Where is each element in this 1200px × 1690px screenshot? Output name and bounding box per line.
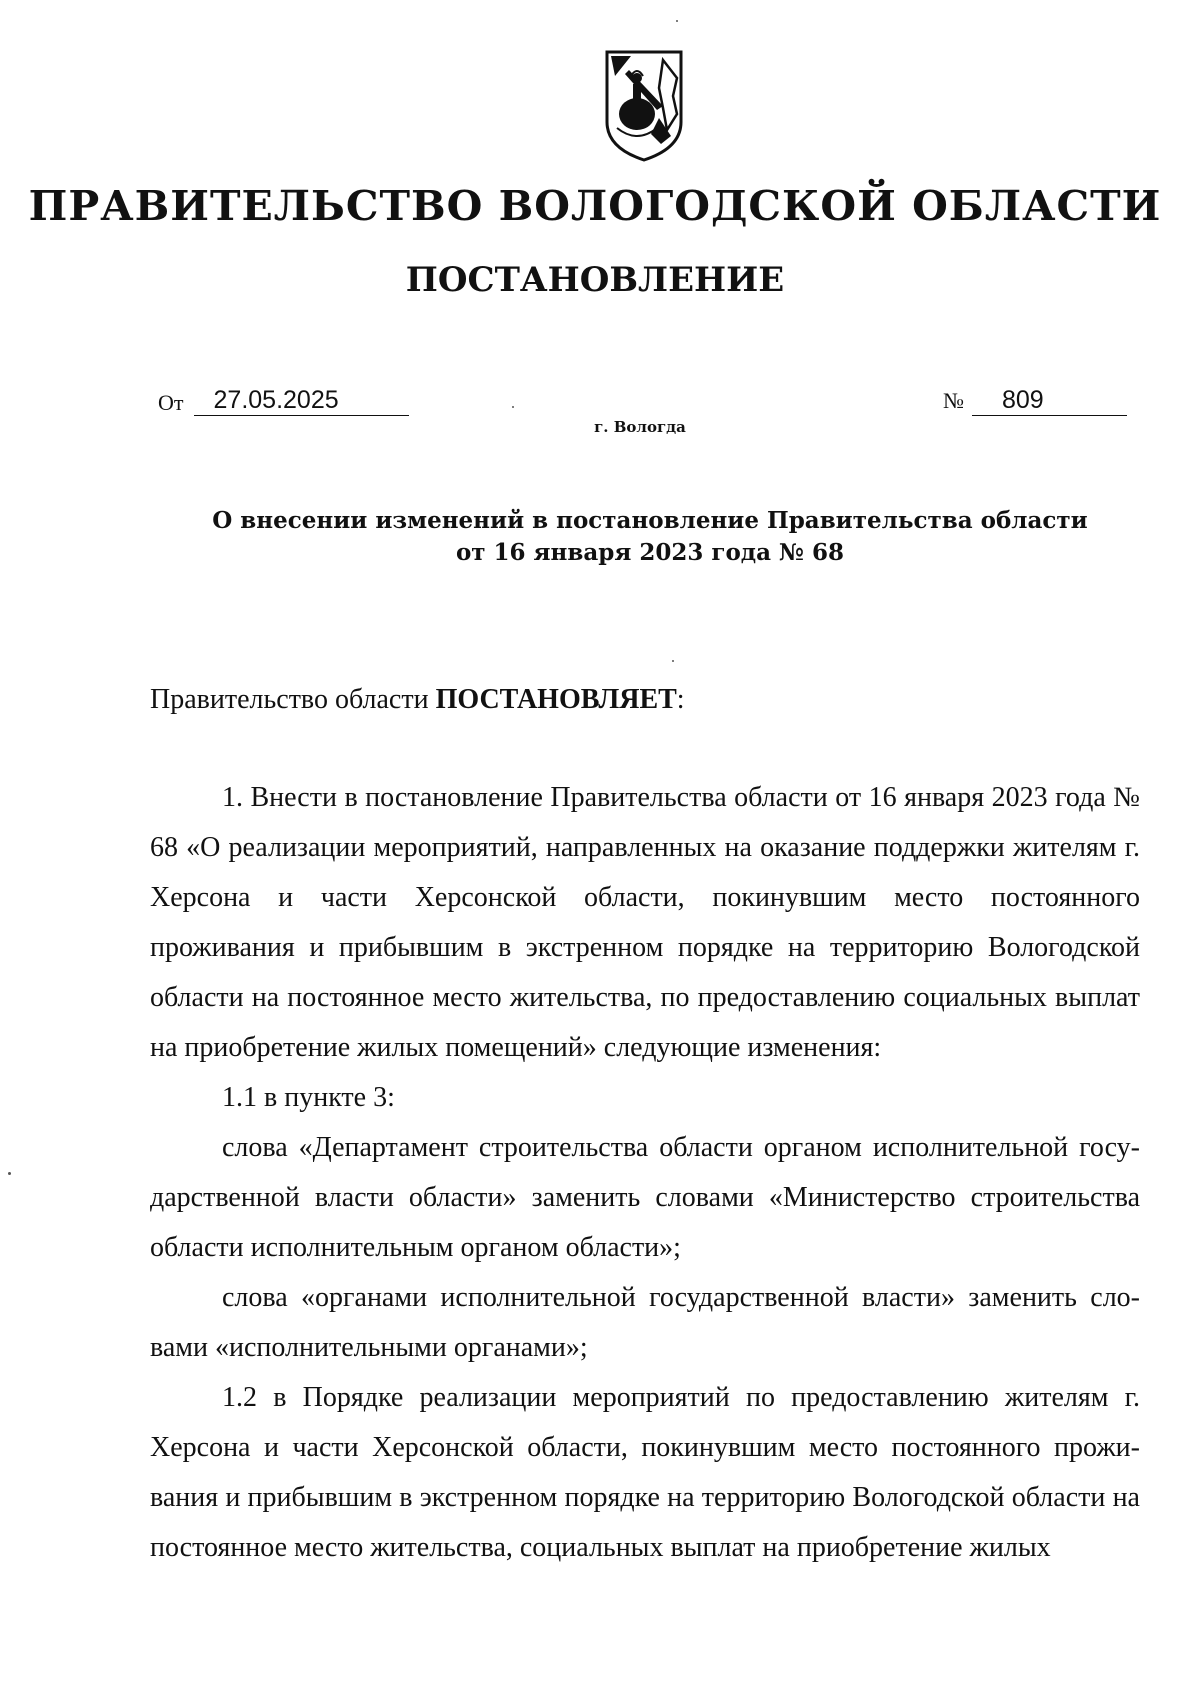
document-type-title: ПОСТАНОВЛЕНИЕ xyxy=(405,260,785,300)
date-prefix: От xyxy=(158,390,184,415)
paragraph-1-2: 1.2 в Порядке реализации мероприятий по предоставлению жителям г. Херсона и части Херсонской области, покинувшим место постоянного проживания и прибывшим в экстренном порядке на территорию Вологодской области на постоянное место жительства, социальных выплат на приобретение жилых xyxy=(150,1382,1140,1563)
decree-keyword: ПОСТАНОВЛЯЕТ xyxy=(435,684,677,715)
coat-of-arms-emblem xyxy=(603,48,685,164)
government-title: ПРАВИТЕЛЬСТВО ВОЛОГОДСКОЙ ОБЛАСТИ xyxy=(28,182,1162,230)
city-label: г. Вологда xyxy=(594,418,686,436)
paragraph-words-2: слова «органами исполнительной государственной власти» заменить словами «исполнительными органами»; xyxy=(150,1282,1140,1363)
subject-line-2: от 16 января 2023 года № 68 xyxy=(455,539,845,566)
decree-intro: Правительство области xyxy=(150,684,436,715)
paragraph-words-1: слова «Департамент строительства области органом исполнительной государственной власти области» заменить словами «Министерство строительства области исполнительным органом области»; xyxy=(150,1132,1140,1263)
subject-line-1: О внесении изменений в постановление Правительства области xyxy=(212,507,1088,534)
number-prefix: № xyxy=(943,388,964,413)
decree-colon: : xyxy=(676,684,685,715)
document-subject xyxy=(150,505,1150,569)
paragraph-1: 1. Внести в постановление Правительства области от 16 января 2023 года № 68 «О реализации мероприятий, направленных на оказание поддержки жителям г. Херсона и части Херсонской области, покинувшим место постоянного проживания и прибывшим в экстренном порядке на территорию Вологодской области на постоянное место жительства, по предоставлению социальных выплат на приобретение жилых помещений» следующие изменения: xyxy=(150,782,1140,1063)
decree-statement xyxy=(150,680,685,720)
number-value: 809 xyxy=(972,385,1127,416)
number-field xyxy=(943,385,1127,416)
date-value: 27.05.2025 xyxy=(194,385,409,416)
paragraph-1-1: 1.1 в пункте 3: xyxy=(222,1082,395,1113)
date-field xyxy=(158,385,409,416)
